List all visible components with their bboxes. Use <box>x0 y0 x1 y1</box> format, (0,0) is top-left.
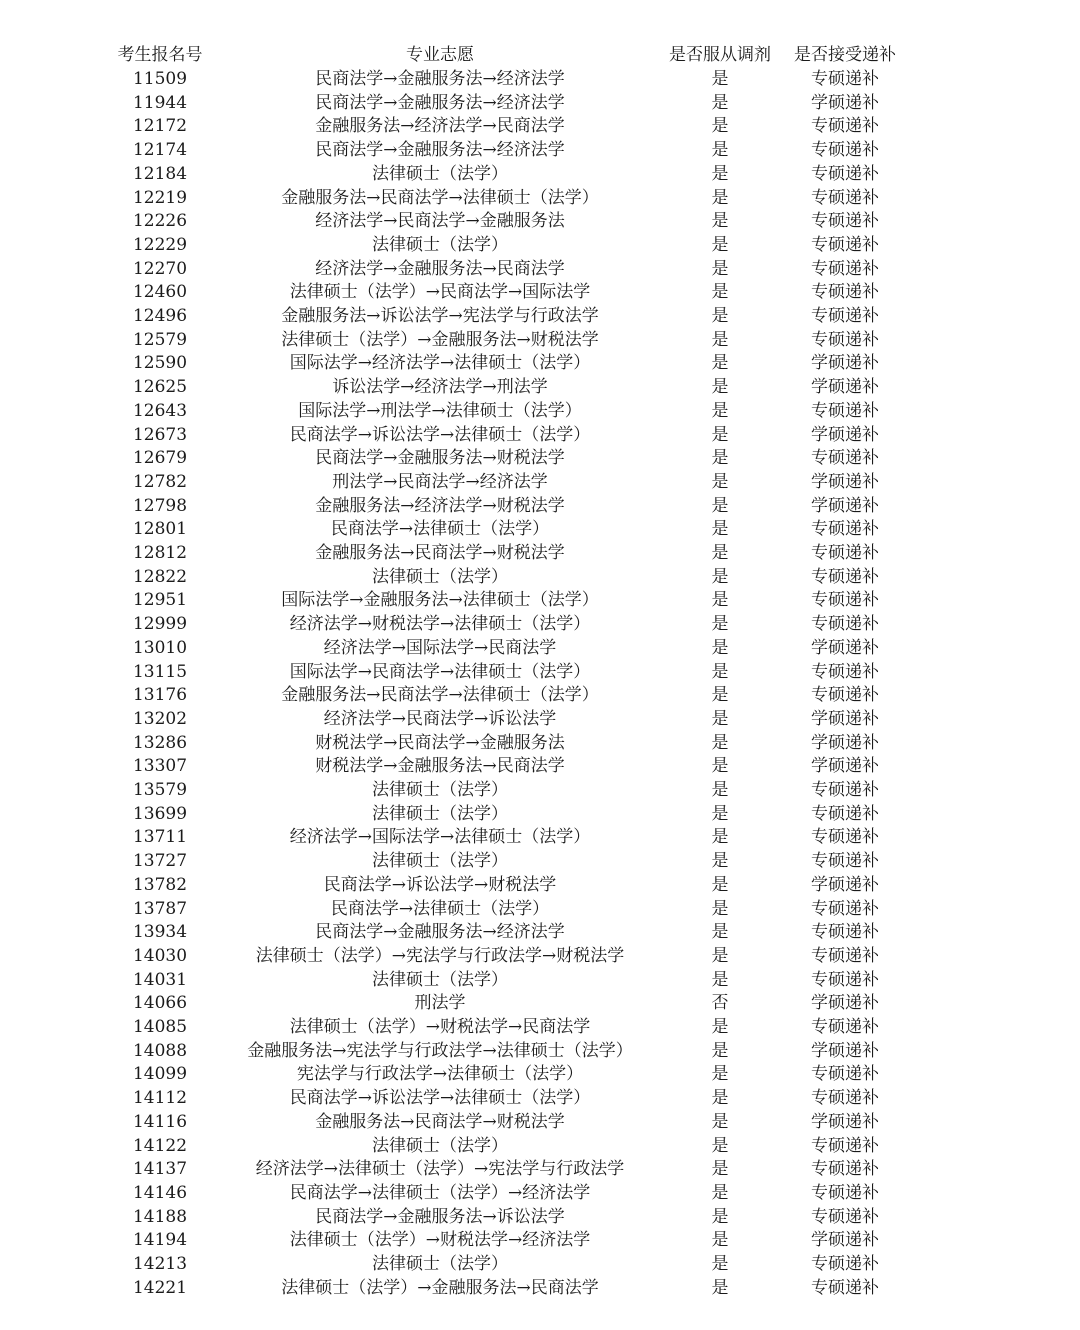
cell-supplement: 专硕递补 <box>811 898 879 919</box>
table-row <box>0 281 1080 305</box>
cell-supplement: 专硕递补 <box>811 400 879 421</box>
cell-adjust: 是 <box>711 1088 729 1109</box>
table-row <box>0 589 1080 613</box>
table-header <box>0 44 1080 68</box>
cell-id: 13115 <box>132 661 188 682</box>
table-row <box>0 1063 1080 1087</box>
table-row <box>0 1253 1080 1277</box>
table-row <box>0 803 1080 827</box>
cell-supplement: 专硕递补 <box>811 234 879 255</box>
cell-adjust: 是 <box>711 1159 729 1180</box>
cell-major: 宪法学与行政法学→法律硕士（法学） <box>296 1064 584 1085</box>
cell-supplement: 专硕递补 <box>811 140 879 161</box>
cell-adjust: 是 <box>711 685 729 706</box>
cell-supplement: 专硕递补 <box>811 1064 879 1085</box>
cell-major: 法律硕士（法学） <box>372 163 508 184</box>
table-row <box>0 1229 1080 1253</box>
cell-id: 12798 <box>132 495 188 516</box>
table-row <box>0 850 1080 874</box>
cell-adjust: 是 <box>711 637 729 658</box>
cell-major: 国际法学→民商法学→法律硕士（法学） <box>289 661 591 682</box>
cell-adjust: 是 <box>711 543 729 563</box>
cell-supplement: 专硕递补 <box>811 1254 879 1274</box>
cell-major: 经济法学→金融服务法→民商法学 <box>315 258 565 279</box>
header-id: 考生报名号 <box>117 45 203 65</box>
cell-id: 13787 <box>132 898 188 919</box>
cell-id: 13727 <box>132 851 188 872</box>
table-row <box>0 1040 1080 1064</box>
cell-supplement: 学硕递补 <box>811 353 879 374</box>
cell-major: 法律硕士（法学）→财税法学→民商法学 <box>289 1017 591 1037</box>
cell-supplement: 学硕递补 <box>811 756 879 777</box>
cell-major: 法律硕士（法学）→金融服务法→民商法学 <box>281 1277 599 1298</box>
cell-major: 民商法学→法律硕士（法学）→经济法学 <box>289 1182 591 1203</box>
table-row <box>0 495 1080 519</box>
cell-id: 14122 <box>132 1135 188 1156</box>
table-row <box>0 637 1080 661</box>
cell-id: 12460 <box>132 282 188 303</box>
cell-id: 13699 <box>132 803 188 824</box>
cell-supplement: 专硕递补 <box>811 306 879 326</box>
cell-major: 金融服务法→经济法学→财税法学 <box>315 495 565 516</box>
cell-supplement: 学硕递补 <box>811 874 879 895</box>
cell-id: 12679 <box>132 448 188 469</box>
cell-adjust: 是 <box>711 69 729 89</box>
cell-supplement: 专硕递补 <box>811 803 879 824</box>
cell-supplement: 学硕递补 <box>811 1040 879 1061</box>
cell-major: 民商法学→法律硕士（法学） <box>330 898 550 919</box>
cell-major: 民商法学→诉讼法学→法律硕士（法学） <box>289 1088 591 1109</box>
cell-supplement: 专硕递补 <box>811 922 879 943</box>
cell-adjust: 是 <box>711 1064 729 1085</box>
cell-adjust: 是 <box>711 258 729 279</box>
cell-id: 13579 <box>132 780 188 800</box>
cell-id: 12219 <box>132 187 188 208</box>
cell-major: 法律硕士（法学） <box>372 234 508 255</box>
table-row <box>0 779 1080 803</box>
cell-id: 14146 <box>132 1182 188 1203</box>
cell-major: 法律硕士（法学） <box>372 1135 508 1156</box>
table-row <box>0 115 1080 139</box>
cell-id: 12174 <box>132 140 188 161</box>
cell-major: 法律硕士（法学） <box>372 780 508 800</box>
cell-major: 财税法学→金融服务法→民商法学 <box>315 756 565 777</box>
table-row <box>0 755 1080 779</box>
cell-adjust: 是 <box>711 874 729 895</box>
cell-major: 国际法学→经济法学→法律硕士（法学） <box>289 353 591 374</box>
cell-adjust: 是 <box>711 732 729 753</box>
table-row <box>0 234 1080 258</box>
cell-major: 民商法学→金融服务法→经济法学 <box>315 140 565 161</box>
cell-major: 财税法学→民商法学→金融服务法 <box>315 732 565 753</box>
cell-id: 14085 <box>132 1017 188 1037</box>
cell-adjust: 是 <box>711 377 729 398</box>
cell-id: 14099 <box>132 1064 188 1085</box>
cell-id: 12801 <box>132 519 188 540</box>
cell-major: 民商法学→金融服务法→财税法学 <box>315 448 565 469</box>
table-row <box>0 518 1080 542</box>
cell-id: 13286 <box>132 732 188 753</box>
cell-supplement: 学硕递补 <box>811 708 879 729</box>
table-row <box>0 139 1080 163</box>
table-row <box>0 376 1080 400</box>
cell-supplement: 专硕递补 <box>811 590 879 611</box>
cell-adjust: 是 <box>711 708 729 729</box>
cell-supplement: 学硕递补 <box>811 637 879 658</box>
cell-id: 12812 <box>132 543 188 563</box>
cell-major: 经济法学→国际法学→法律硕士（法学） <box>289 827 591 848</box>
cell-supplement: 专硕递补 <box>811 69 879 89</box>
table-row <box>0 661 1080 685</box>
cell-supplement: 学硕递补 <box>811 92 879 113</box>
cell-major: 民商法学→诉讼法学→财税法学 <box>323 874 557 895</box>
cell-supplement: 学硕递补 <box>811 1111 879 1132</box>
cell-supplement: 学硕递补 <box>811 471 879 492</box>
table-row <box>0 447 1080 471</box>
cell-supplement: 专硕递补 <box>811 1277 879 1298</box>
cell-major: 国际法学→金融服务法→法律硕士（法学） <box>281 590 599 611</box>
table-row <box>0 992 1080 1016</box>
cell-major: 民商法学→金融服务法→经济法学 <box>315 69 565 89</box>
cell-adjust: 是 <box>711 140 729 161</box>
cell-supplement: 专硕递补 <box>811 282 879 303</box>
cell-supplement: 专硕递补 <box>811 566 879 587</box>
cell-major: 民商法学→法律硕士（法学） <box>330 519 550 540</box>
table-row <box>0 969 1080 993</box>
cell-major: 金融服务法→经济法学→民商法学 <box>315 116 565 137</box>
table-row <box>0 329 1080 353</box>
table-row <box>0 708 1080 732</box>
cell-major: 民商法学→金融服务法→经济法学 <box>315 92 565 113</box>
cell-id: 12229 <box>132 234 188 255</box>
cell-id: 11944 <box>132 92 188 113</box>
cell-major: 法律硕士（法学）→财税法学→经济法学 <box>289 1230 591 1251</box>
table-row <box>0 163 1080 187</box>
table-row <box>0 1182 1080 1206</box>
cell-id: 14194 <box>132 1230 188 1251</box>
table-row <box>0 1016 1080 1040</box>
table-row <box>0 1135 1080 1159</box>
cell-adjust: 是 <box>711 756 729 777</box>
cell-major: 金融服务法→民商法学→法律硕士（法学） <box>281 685 599 706</box>
cell-id: 14066 <box>132 993 188 1014</box>
table-row <box>0 898 1080 922</box>
cell-supplement: 专硕递补 <box>811 1206 879 1227</box>
cell-major: 金融服务法→民商法学→法律硕士（法学） <box>281 187 599 208</box>
table-row <box>0 258 1080 282</box>
cell-adjust: 是 <box>711 614 729 635</box>
table-row <box>0 92 1080 116</box>
cell-id: 12172 <box>132 116 188 137</box>
cell-id: 13782 <box>132 874 188 895</box>
cell-id: 12184 <box>132 163 188 184</box>
cell-adjust: 是 <box>711 306 729 326</box>
table-row <box>0 542 1080 566</box>
cell-adjust: 是 <box>711 851 729 872</box>
table-row <box>0 68 1080 92</box>
cell-adjust: 是 <box>711 1254 729 1274</box>
cell-id: 12625 <box>132 377 188 398</box>
table-row <box>0 826 1080 850</box>
cell-major: 经济法学→法律硕士（法学）→宪法学与行政法学 <box>255 1159 625 1180</box>
cell-id: 13307 <box>132 756 188 777</box>
table-row <box>0 945 1080 969</box>
cell-supplement: 专硕递补 <box>811 448 879 469</box>
cell-id: 12673 <box>132 424 188 445</box>
cell-supplement: 专硕递补 <box>811 685 879 706</box>
cell-supplement: 专硕递补 <box>811 780 879 800</box>
cell-major: 金融服务法→民商法学→财税法学 <box>315 1111 565 1132</box>
cell-id: 14221 <box>132 1277 188 1298</box>
cell-supplement: 专硕递补 <box>811 827 879 848</box>
cell-adjust: 是 <box>711 471 729 492</box>
cell-major: 法律硕士（法学）→宪法学与行政法学→财税法学 <box>255 945 625 966</box>
cell-supplement: 专硕递补 <box>811 661 879 682</box>
cell-major: 经济法学→财税法学→法律硕士（法学） <box>289 614 591 635</box>
cell-major: 金融服务法→民商法学→财税法学 <box>315 543 565 563</box>
cell-supplement: 专硕递补 <box>811 1135 879 1156</box>
cell-major: 民商法学→金融服务法→经济法学 <box>315 922 565 943</box>
cell-id: 14088 <box>132 1040 188 1061</box>
cell-adjust: 是 <box>711 1135 729 1156</box>
cell-major: 刑法学→民商法学→经济法学 <box>332 471 548 492</box>
cell-id: 14112 <box>132 1088 188 1109</box>
cell-major: 民商法学→诉讼法学→法律硕士（法学） <box>289 424 591 445</box>
table-row <box>0 921 1080 945</box>
cell-adjust: 是 <box>711 1040 729 1061</box>
cell-adjust: 是 <box>711 187 729 208</box>
cell-major: 法律硕士（法学） <box>372 1254 508 1274</box>
cell-supplement: 专硕递补 <box>811 945 879 966</box>
cell-id: 14116 <box>132 1111 188 1132</box>
cell-id: 11509 <box>132 69 188 89</box>
cell-major: 刑法学 <box>414 993 466 1014</box>
cell-major: 法律硕士（法学） <box>372 851 508 872</box>
cell-adjust: 是 <box>711 590 729 611</box>
cell-supplement: 专硕递补 <box>811 329 879 350</box>
cell-major: 经济法学→民商法学→金融服务法 <box>315 211 565 232</box>
cell-adjust: 是 <box>711 969 729 990</box>
header-supplement: 是否接受递补 <box>794 45 896 65</box>
cell-adjust: 是 <box>711 898 729 919</box>
cell-id: 14137 <box>132 1159 188 1180</box>
table-row <box>0 352 1080 376</box>
cell-major: 法律硕士（法学）→民商法学→国际法学 <box>289 282 591 303</box>
cell-supplement: 专硕递补 <box>811 163 879 184</box>
cell-id: 14213 <box>132 1254 188 1274</box>
cell-major: 法律硕士（法学） <box>372 803 508 824</box>
cell-supplement: 学硕递补 <box>811 1230 879 1251</box>
table-row <box>0 187 1080 211</box>
cell-supplement: 学硕递补 <box>811 424 879 445</box>
cell-supplement: 专硕递补 <box>811 543 879 563</box>
cell-supplement: 专硕递补 <box>811 851 879 872</box>
cell-adjust: 是 <box>711 661 729 682</box>
table-row <box>0 305 1080 329</box>
header-major: 专业志愿 <box>406 45 474 65</box>
cell-supplement: 学硕递补 <box>811 495 879 516</box>
cell-id: 12822 <box>132 566 188 587</box>
cell-major: 法律硕士（法学） <box>372 566 508 587</box>
cell-supplement: 专硕递补 <box>811 211 879 232</box>
cell-adjust: 是 <box>711 400 729 421</box>
cell-major: 金融服务法→诉讼法学→宪法学与行政法学 <box>281 306 599 326</box>
cell-id: 13010 <box>132 637 188 658</box>
cell-adjust: 是 <box>711 211 729 232</box>
cell-id: 12643 <box>132 400 188 421</box>
cell-supplement: 专硕递补 <box>811 116 879 137</box>
cell-supplement: 专硕递补 <box>811 1182 879 1203</box>
cell-supplement: 专硕递补 <box>811 1017 879 1037</box>
table-row <box>0 471 1080 495</box>
cell-adjust: 是 <box>711 1206 729 1227</box>
cell-adjust: 是 <box>711 353 729 374</box>
cell-adjust: 是 <box>711 1017 729 1037</box>
cell-supplement: 学硕递补 <box>811 993 879 1014</box>
cell-adjust: 是 <box>711 282 729 303</box>
cell-supplement: 专硕递补 <box>811 258 879 279</box>
cell-adjust: 是 <box>711 827 729 848</box>
cell-adjust: 是 <box>711 945 729 966</box>
cell-major: 国际法学→刑法学→法律硕士（法学） <box>298 400 582 421</box>
table-row <box>0 1087 1080 1111</box>
cell-major: 经济法学→国际法学→民商法学 <box>323 637 557 658</box>
cell-adjust: 是 <box>711 495 729 516</box>
cell-major: 金融服务法→宪法学与行政法学→法律硕士（法学） <box>247 1040 633 1061</box>
cell-id: 12579 <box>132 329 188 350</box>
table-row <box>0 400 1080 424</box>
table-row <box>0 874 1080 898</box>
cell-adjust: 是 <box>711 519 729 540</box>
cell-id: 12782 <box>132 471 188 492</box>
cell-adjust: 是 <box>711 1182 729 1203</box>
cell-major: 经济法学→民商法学→诉讼法学 <box>323 708 557 729</box>
cell-id: 12226 <box>132 211 188 232</box>
header-adjust: 是否服从调剂 <box>669 45 771 65</box>
cell-adjust: 是 <box>711 424 729 445</box>
cell-supplement: 学硕递补 <box>811 732 879 753</box>
cell-adjust: 是 <box>711 116 729 137</box>
cell-adjust: 否 <box>711 993 729 1014</box>
table-row <box>0 684 1080 708</box>
table-row <box>0 1206 1080 1230</box>
cell-adjust: 是 <box>711 448 729 469</box>
cell-id: 14188 <box>132 1206 188 1227</box>
cell-id: 13176 <box>132 685 188 706</box>
cell-id: 14031 <box>132 969 188 990</box>
cell-id: 12270 <box>132 258 188 279</box>
cell-adjust: 是 <box>711 329 729 350</box>
cell-adjust: 是 <box>711 566 729 587</box>
table-row <box>0 1111 1080 1135</box>
cell-adjust: 是 <box>711 163 729 184</box>
cell-id: 13934 <box>132 922 188 943</box>
cell-adjust: 是 <box>711 780 729 800</box>
table-row <box>0 613 1080 637</box>
cell-adjust: 是 <box>711 1277 729 1298</box>
cell-supplement: 专硕递补 <box>811 1159 879 1180</box>
cell-id: 14030 <box>132 945 188 966</box>
cell-adjust: 是 <box>711 1111 729 1132</box>
cell-id: 13202 <box>132 708 188 729</box>
cell-adjust: 是 <box>711 803 729 824</box>
cell-id: 13711 <box>132 827 188 848</box>
cell-supplement: 学硕递补 <box>811 377 879 398</box>
cell-id: 12999 <box>132 614 188 635</box>
table-row <box>0 566 1080 590</box>
cell-adjust: 是 <box>711 234 729 255</box>
cell-supplement: 专硕递补 <box>811 187 879 208</box>
cell-major: 民商法学→金融服务法→诉讼法学 <box>315 1206 565 1227</box>
table-row <box>0 210 1080 234</box>
cell-major: 诉讼法学→经济法学→刑法学 <box>332 377 548 398</box>
cell-major: 法律硕士（法学） <box>372 969 508 990</box>
table-row <box>0 1158 1080 1182</box>
cell-supplement: 专硕递补 <box>811 969 879 990</box>
table-row <box>0 424 1080 448</box>
cell-major: 法律硕士（法学）→金融服务法→财税法学 <box>281 329 599 350</box>
cell-adjust: 是 <box>711 1230 729 1251</box>
cell-supplement: 专硕递补 <box>811 614 879 635</box>
cell-supplement: 专硕递补 <box>811 519 879 540</box>
cell-supplement: 专硕递补 <box>811 1088 879 1109</box>
cell-adjust: 是 <box>711 92 729 113</box>
cell-id: 12951 <box>132 590 188 611</box>
table-row <box>0 1277 1080 1301</box>
cell-id: 12496 <box>132 306 188 326</box>
table-row <box>0 732 1080 756</box>
cell-id: 12590 <box>132 353 188 374</box>
cell-adjust: 是 <box>711 922 729 943</box>
